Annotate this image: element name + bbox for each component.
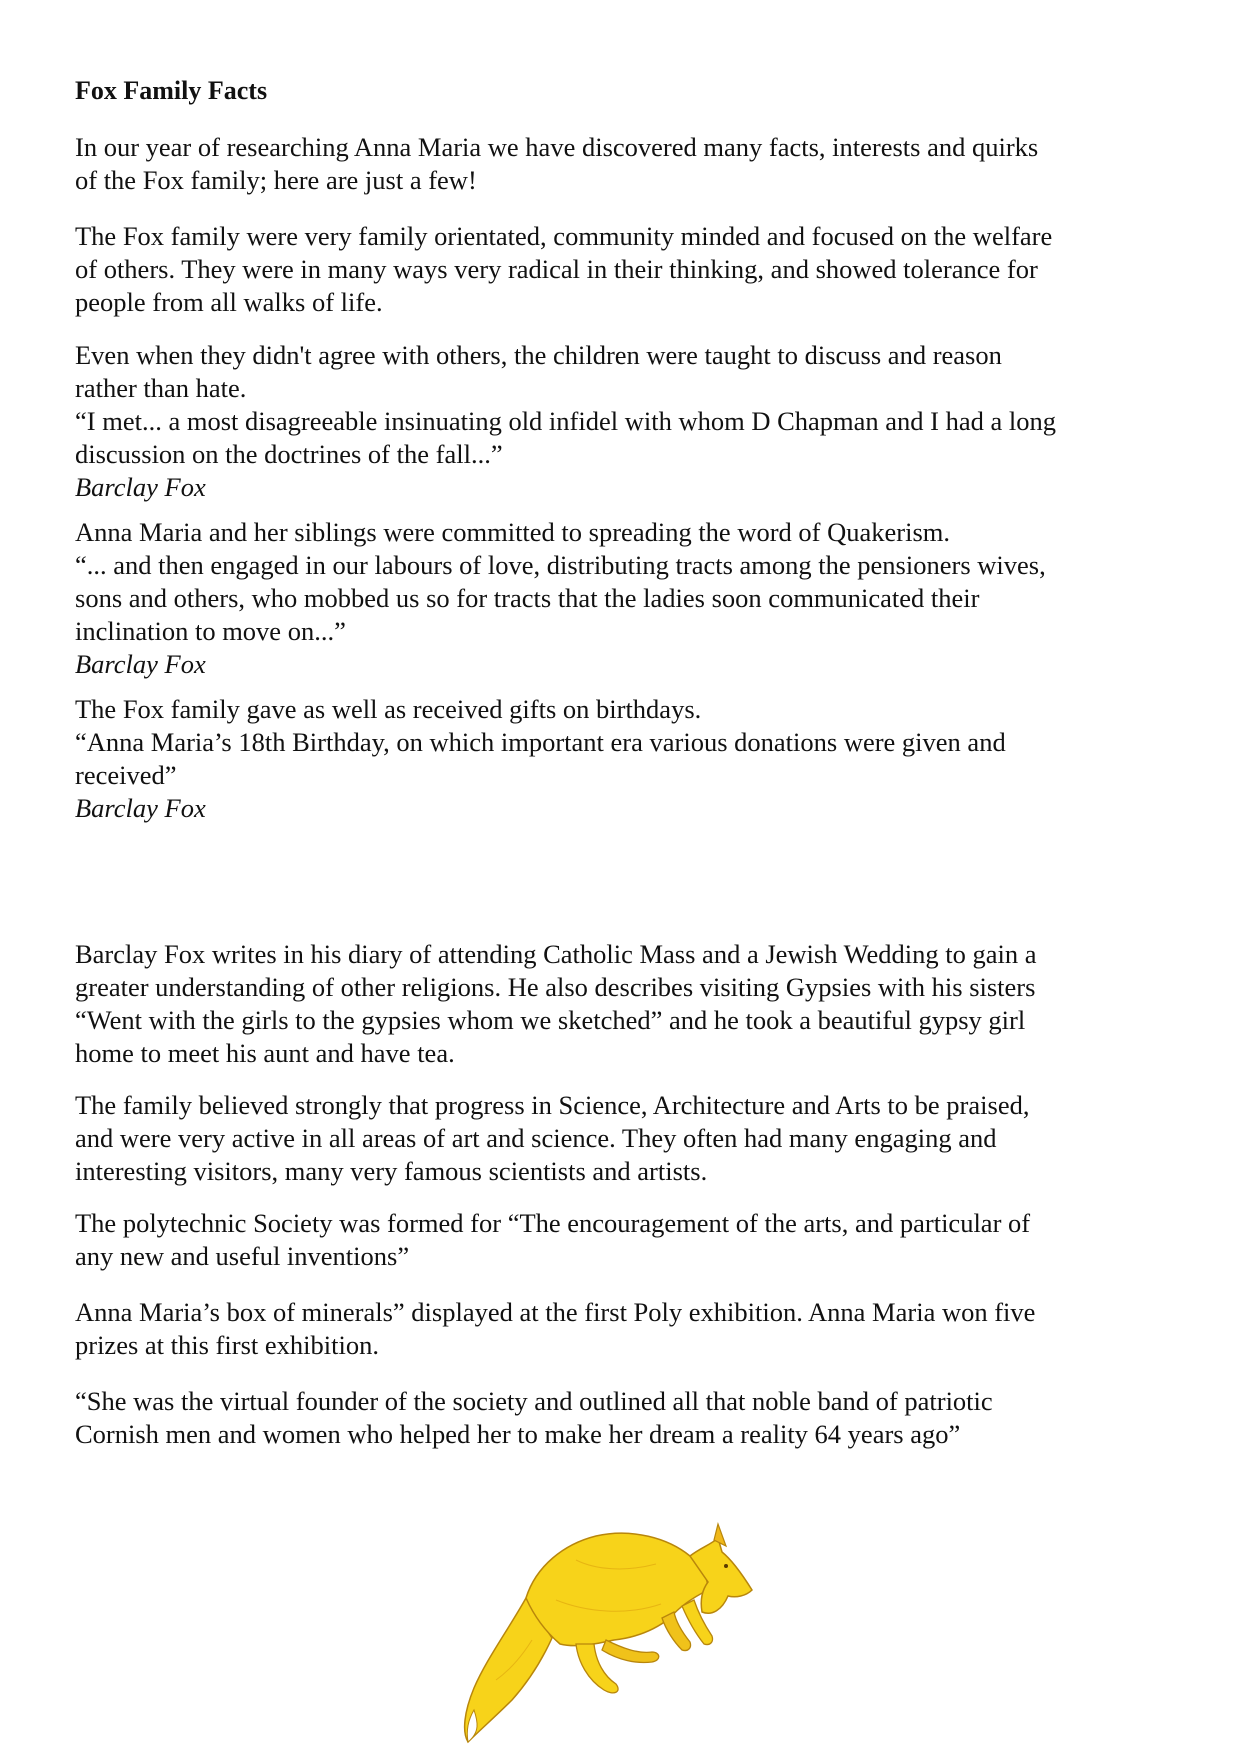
text-line: Anna Maria’s box of minerals” displayed at the first Poly exhibition. Anna Maria won five — [75, 1297, 1036, 1327]
text-line: interesting visitors, many very famous scientists and artists. — [75, 1156, 708, 1186]
text-line: Barclay Fox writes in his diary of attending Catholic Mass and a Jewish Wedding to gain a — [75, 939, 1037, 969]
paragraph-founder-quote — [75, 1385, 1175, 1451]
text-line: any new and useful inventions” — [75, 1241, 410, 1271]
quote-line: received” — [75, 760, 177, 790]
text-line: prizes at this first exhibition. — [75, 1330, 379, 1360]
paragraph-family-values — [75, 220, 1175, 319]
fox-eye — [724, 1564, 728, 1568]
text-line: In our year of researching Anna Maria we have discovered many facts, interests and quirks — [75, 132, 1039, 162]
text-line: The family believed strongly that progress in Science, Architecture and Arts to be praised, — [75, 1090, 1030, 1120]
paragraph-religions — [75, 938, 1175, 1070]
text-line: people from all walks of life. — [75, 287, 383, 317]
text-line: Anna Maria and her siblings were committed to spreading the word of Quakerism. — [75, 517, 951, 547]
quote-line: discussion on the doctrines of the fall...” — [75, 439, 503, 469]
text-line: of others. They were in many ways very radical in their thinking, and showed tolerance for — [75, 254, 1038, 284]
fox-hind-leg — [602, 1640, 659, 1663]
quote-line: Cornish men and women who helped her to make her dream a reality 64 years ago” — [75, 1419, 961, 1449]
page-title: Fox Family Facts — [75, 76, 268, 105]
fox-front-leg — [662, 1612, 691, 1651]
quote-line: “I met... a most disagreeable insinuating old infidel with whom D Chapman and I had a long — [75, 406, 1057, 436]
text-line: and were very active in all areas of art and science. They often had many engaging and — [75, 1123, 997, 1153]
text-line: Even when they didn't agree with others, the children were taught to discuss and reason — [75, 340, 1002, 370]
text-line: rather than hate. — [75, 373, 247, 403]
text-line: “Went with the girls to the gypsies whom we sketched” and he took a beautiful gypsy girl — [75, 1005, 1026, 1035]
text-line: greater understanding of other religions. He also describes visiting Gypsies with his sisters — [75, 972, 1036, 1002]
paragraph-intro — [75, 131, 1175, 197]
paragraph-quakerism — [75, 516, 1175, 681]
quote-line: inclination to move on...” — [75, 616, 346, 646]
quote-line: sons and others, who mobbed us so for tracts that the ladies soon communicated their — [75, 583, 980, 613]
paragraph-birthdays — [75, 693, 1175, 825]
text-line: The polytechnic Society was formed for “The encouragement of the arts, and particular of — [75, 1208, 1031, 1238]
leaping-fox-icon — [456, 1520, 762, 1746]
quote-line: “Anna Maria’s 18th Birthday, on which important era various donations were given and — [75, 727, 1006, 757]
paragraph-polytechnic — [75, 1207, 1175, 1273]
quote-line: “... and then engaged in our labours of love, distributing tracts among the pensioners wives, — [75, 550, 1046, 580]
quote-attribution: Barclay Fox — [75, 793, 206, 823]
quote-line: “She was the virtual founder of the society and outlined all that noble band of patriotic — [75, 1386, 993, 1416]
text-line: home to meet his aunt and have tea. — [75, 1038, 455, 1068]
paragraph-discussion — [75, 339, 1175, 504]
paragraph-science-arts — [75, 1089, 1175, 1188]
text-line: of the Fox family; here are just a few! — [75, 165, 477, 195]
quote-attribution: Barclay Fox — [75, 472, 206, 502]
text-line: The Fox family were very family orientated, community minded and focused on the welfare — [75, 221, 1053, 251]
quote-attribution: Barclay Fox — [75, 649, 206, 679]
paragraph-minerals — [75, 1296, 1175, 1362]
text-line: The Fox family gave as well as received gifts on birthdays. — [75, 694, 702, 724]
